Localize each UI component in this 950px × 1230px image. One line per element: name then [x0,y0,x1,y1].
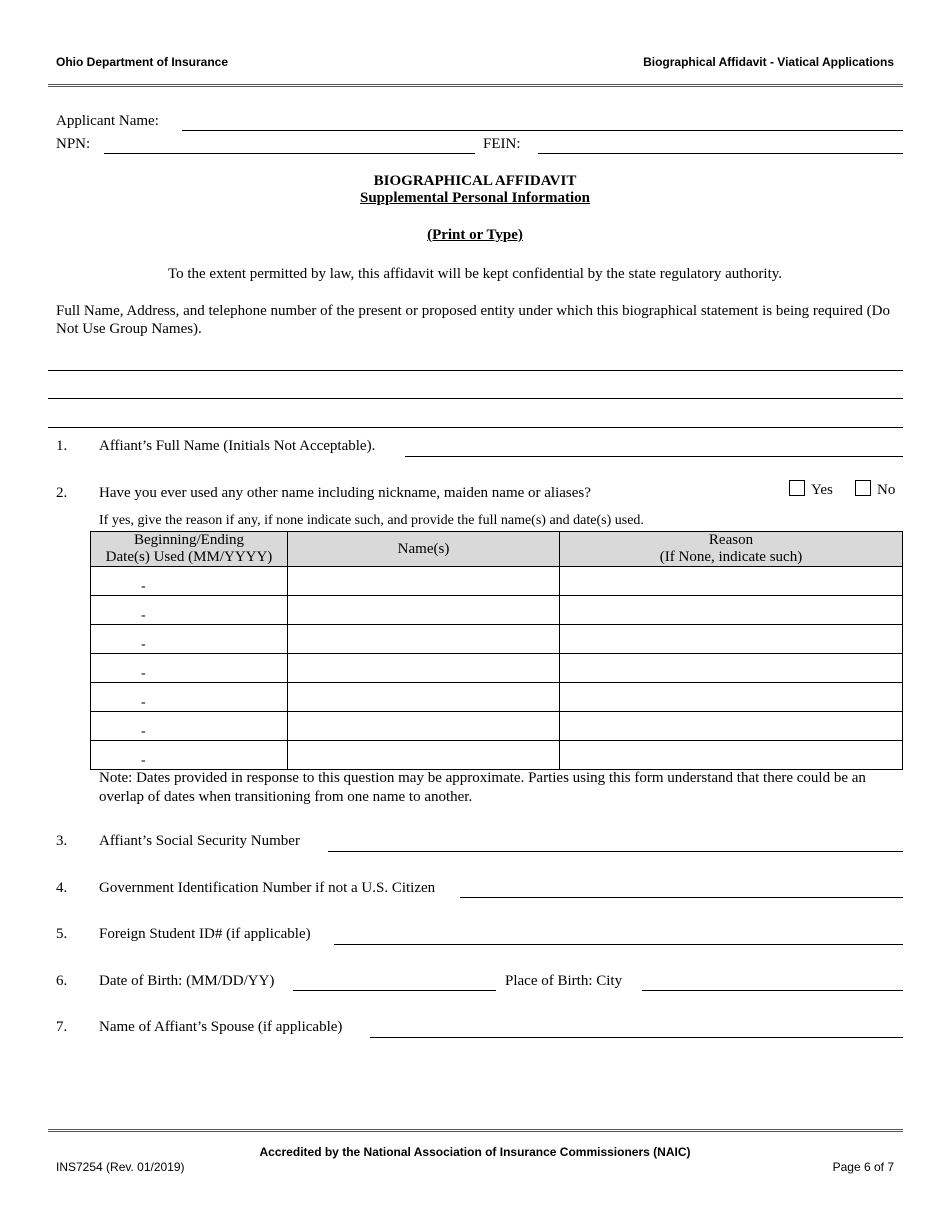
name-cell[interactable] [288,654,560,683]
q4-number: 4. [56,880,68,896]
dates-cell[interactable]: - [91,625,288,654]
form-title: BIOGRAPHICAL AFFIDAVIT [373,173,577,189]
names-table-header [91,532,903,567]
reason-cell[interactable] [560,683,903,712]
q1-number: 1. [56,438,68,454]
q2-followup: If yes, give the reason if any, if none indicate such, and provide the full name(s) and date(s) used. [99,513,644,528]
spouse-field[interactable] [370,1037,903,1038]
form-subtitle: Supplemental Personal Information [359,190,590,206]
entity-line[interactable] [48,398,903,399]
header-left: Ohio Department of Insurance [56,55,229,69]
footer-rule [48,1129,903,1132]
no-label: No [877,482,896,498]
reason-cell[interactable] [560,625,903,654]
table-row [91,625,903,654]
q2-number: 2. [56,485,68,501]
reason-cell[interactable] [560,596,903,625]
name-cell[interactable] [288,683,560,712]
q3-label: Affiant’s Social Security Number [99,833,300,849]
table-row [91,654,903,683]
yes-label: Yes [811,482,833,498]
q2-yes-option[interactable] [789,480,833,499]
col-reason-line2: (If None, indicate such) [659,549,803,565]
reason-cell[interactable] [560,567,903,596]
footer-accredited: Accredited by the National Association of Insurance Commissioners (NAIC) [259,1145,691,1159]
ssn-field[interactable] [328,851,903,852]
table-row [91,683,903,712]
q7-label: Name of Affiant’s Spouse (if applicable) [99,1019,343,1035]
dates-cell[interactable]: - [91,683,288,712]
q6-number: 6. [56,973,68,989]
fein-field[interactable] [538,153,903,154]
dates-cell[interactable]: - [91,741,288,770]
col-reason-line1: Reason [708,532,754,548]
col-dates-header [91,532,288,567]
table-row [91,596,903,625]
birth-city-field[interactable] [642,990,903,991]
col-names-header: Name(s) [288,532,560,567]
dob-field[interactable] [293,990,496,991]
name-cell[interactable] [288,596,560,625]
applicant-name-field[interactable] [182,130,903,131]
table-row [91,712,903,741]
name-cell[interactable] [288,625,560,654]
col-reason-header [560,532,903,567]
col-dates-line2: Date(s) Used (MM/YYYY) [105,549,273,565]
fein-label: FEIN: [483,136,521,152]
npn-field[interactable] [104,153,475,154]
entity-instruction: Full Name, Address, and telephone number of the present or proposed entity under which this biographical statement is being required (Do Not Use Group Names). [56,303,890,337]
name-cell[interactable] [288,567,560,596]
q7-number: 7. [56,1019,68,1035]
header-right: Biographical Affidavit - Viatical Applications [643,55,894,69]
names-table [90,531,903,770]
q4-label: Government Identification Number if not a U.S. Citizen [99,880,436,896]
q5-label: Foreign Student ID# (if applicable) [99,926,311,942]
reason-cell[interactable] [560,712,903,741]
reason-cell[interactable] [560,741,903,770]
col-dates-line1: Beginning/Ending [134,532,244,548]
entity-line[interactable] [48,370,903,371]
footer-page: Page 6 of 7 [832,1160,894,1174]
no-checkbox[interactable] [855,480,871,496]
q1-label: Affiant’s Full Name (Initials Not Acceptable). [99,438,376,454]
dates-cell[interactable]: - [91,596,288,625]
name-cell[interactable] [288,712,560,741]
name-cell[interactable] [288,741,560,770]
entity-line[interactable] [48,427,903,428]
table-row [91,567,903,596]
student-id-field[interactable] [334,944,903,945]
table-row [91,741,903,770]
confidentiality-statement: To the extent permitted by law, this affidavit will be kept confidential by the state regulatory authority. [167,266,783,282]
footer-form-id: INS7254 (Rev. 01/2019) [56,1160,185,1174]
dates-cell[interactable]: - [91,567,288,596]
q6-label-city: Place of Birth: City [505,973,623,989]
q5-number: 5. [56,926,68,942]
npn-label: NPN: [56,136,91,152]
header-rule [48,84,903,87]
q3-number: 3. [56,833,68,849]
print-or-type: (Print or Type) [427,227,523,243]
reason-cell[interactable] [560,654,903,683]
applicant-name-label: Applicant Name: [56,113,159,129]
dates-cell[interactable]: - [91,712,288,741]
q2-no-option[interactable] [855,480,895,499]
q2-label: Have you ever used any other name including nickname, maiden name or aliases? [99,485,591,501]
q1-field[interactable] [405,456,903,457]
gov-id-field[interactable] [460,897,903,898]
q2-note: Note: Dates provided in response to this question may be approximate. Parties using this form understand that there could be an overlap of dates when transitioning from one name to another. [99,770,866,805]
q6-label: Date of Birth: (MM/DD/YY) [99,973,275,989]
dates-cell[interactable]: - [91,654,288,683]
yes-checkbox[interactable] [789,480,805,496]
